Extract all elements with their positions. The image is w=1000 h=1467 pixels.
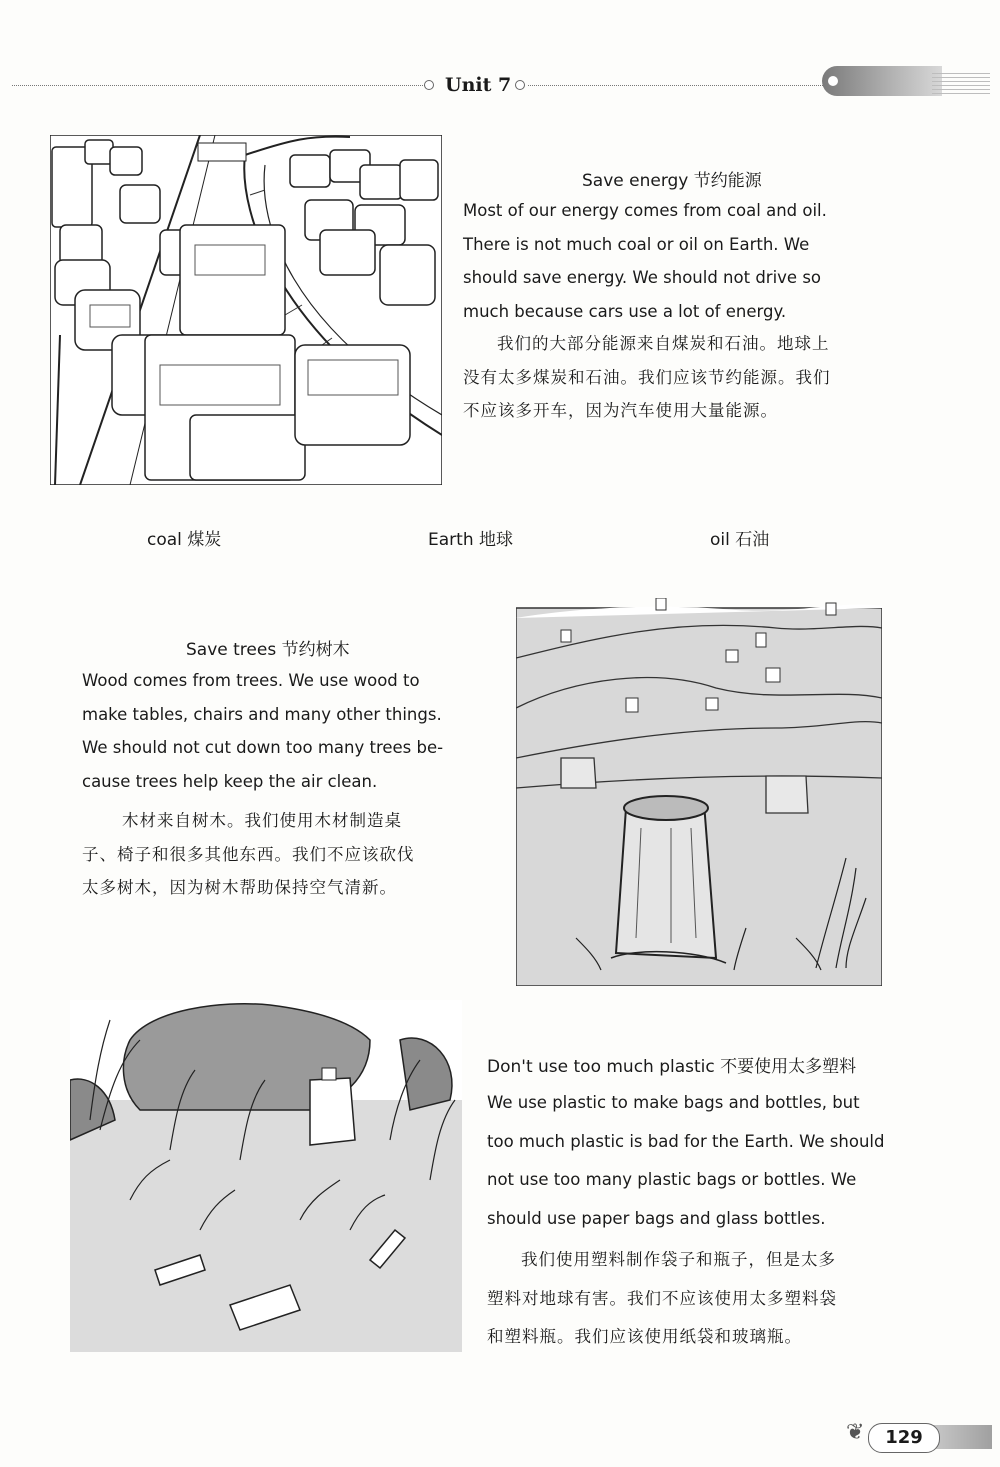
plastic-en-line: should use paper bags and glass bottles. <box>487 1208 826 1228</box>
traffic-jam-illustration <box>50 135 442 485</box>
trees-en-line: We should not cut down too many trees be- <box>82 738 444 757</box>
header-rule-right <box>528 85 823 86</box>
trees-en-line: cause trees help keep the air clean. <box>82 771 378 791</box>
header-dot-right <box>515 80 525 90</box>
vocab-earth: Earth 地球 <box>428 530 513 550</box>
energy-en-line: much because cars use a lot of energy. <box>463 301 787 321</box>
trees-zh-line: 子、椅子和很多其他东西。我们不应该砍伐 <box>82 844 415 864</box>
leaf-icon: ❦ <box>846 1420 865 1445</box>
plastic-zh-line: 我们使用塑料制作袋子和瓶子，但是太多 <box>521 1250 836 1269</box>
plastic-zh-line: 和塑料瓶。我们应该使用纸袋和玻璃瓶。 <box>487 1327 802 1346</box>
energy-en-line: Most of our energy comes from coal and oil. <box>463 201 827 220</box>
unit-title: Unit 7 <box>445 74 512 96</box>
header-tab <box>822 66 942 96</box>
plastic-litter-illustration <box>70 1000 462 1352</box>
header-hatch <box>932 70 990 94</box>
energy-english-text <box>463 194 943 328</box>
tree-stumps-illustration <box>516 598 882 986</box>
page-number: 129 <box>868 1423 940 1453</box>
plastic-en-line: We use plastic to make bags and bottles, but <box>487 1093 860 1112</box>
energy-zh-line: 我们的大部分能源来自煤炭和石油。地球上 <box>497 334 830 353</box>
header-dot-left <box>424 80 434 90</box>
energy-chinese-text <box>463 327 923 428</box>
plastic-english-text <box>487 1084 927 1238</box>
vocab-coal: coal 煤炭 <box>147 530 222 550</box>
plastic-chinese-text <box>487 1241 927 1357</box>
plastic-en-line: not use too many plastic bags or bottles. We <box>487 1170 857 1189</box>
energy-title: Save energy 节约能源 <box>582 171 762 191</box>
trees-chinese-text <box>82 804 502 905</box>
energy-zh-line: 不应该多开车，因为汽车使用大量能源。 <box>463 401 778 420</box>
trees-en-line: Wood comes from trees. We use wood to <box>82 671 420 690</box>
trees-zh-line: 木材来自树木。我们使用木材制造桌 <box>122 811 402 830</box>
trees-english-text <box>82 664 502 798</box>
plastic-zh-line: 塑料对地球有害。我们不应该使用太多塑料袋 <box>487 1288 837 1308</box>
trees-title: Save trees 节约树木 <box>186 640 350 660</box>
plastic-title: Don't use too much plastic 不要使用太多塑料 <box>487 1057 857 1077</box>
trees-zh-line: 太多树木，因为树木帮助保持空气清新。 <box>82 878 397 897</box>
plastic-en-line: too much plastic is bad for the Earth. We should <box>487 1131 885 1151</box>
header-rule-left <box>12 85 427 86</box>
vocab-oil: oil 石油 <box>710 530 770 550</box>
energy-en-line: There is not much coal or oil on Earth. We <box>463 234 810 254</box>
energy-zh-line: 没有太多煤炭和石油。我们应该节约能源。我们 <box>463 367 831 387</box>
energy-en-line: should save energy. We should not drive so <box>463 268 822 287</box>
trees-en-line: make tables, chairs and many other things. <box>82 704 442 724</box>
